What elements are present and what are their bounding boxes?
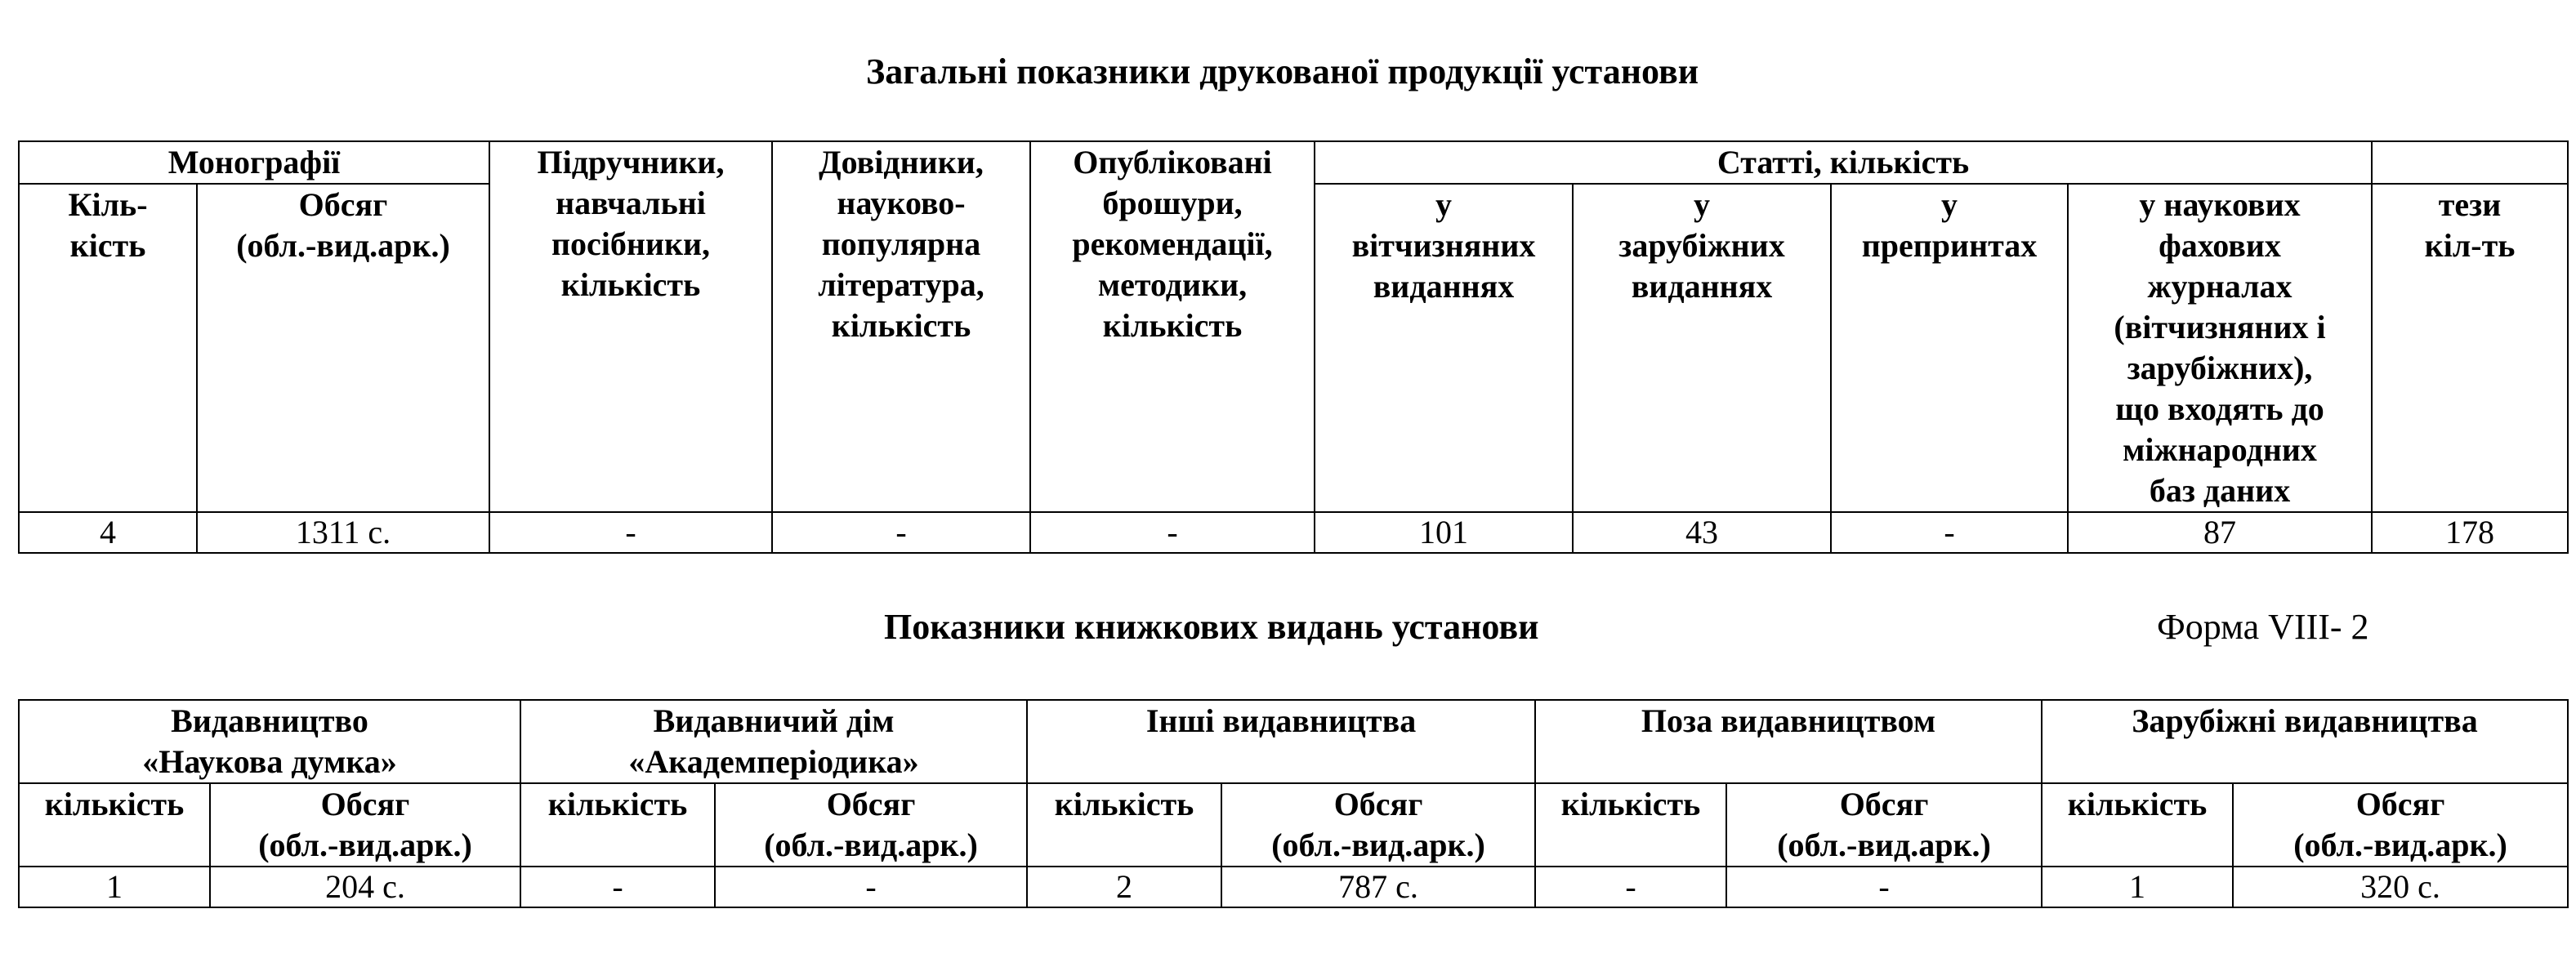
table-row [19,867,2568,907]
domestic-articles-value: 101 [1315,512,1573,553]
book-publications-table [18,699,2569,908]
publisher-foreign-text: Зарубіжні видавництва [2132,702,2478,739]
volume-header-text: Обсяг (обл.-вид.арк.) [1271,786,1485,863]
reference-books-header [772,141,1030,512]
monographs-count-header [19,184,197,512]
monographs-volume-value: 1311 с. [197,512,489,553]
monographs-group-header: Монографії [19,141,489,184]
preprints-header-text: у препринтах [1861,186,2038,264]
intl-journals-header-text: у наукових фахових журналах (вітчизняних і зарубіжних), що входять до міжнародних баз даних [2114,186,2326,509]
textbooks-value: - [489,512,772,553]
intl-journals-header [2068,184,2372,512]
count-header: кількість [520,783,715,867]
monographs-count-value: 4 [19,512,197,553]
publisher-naukova-dumka-text: Видавництво «Наукова думка» [142,702,397,780]
foreign-articles-header-text: у зарубіжних виданнях [1618,186,1785,305]
domestic-articles-header-text: у вітчизняних виданнях [1351,186,1536,305]
no-publisher-volume: - [1726,867,2042,907]
theses-value: 178 [2372,512,2568,553]
count-header: кількість [1535,783,1726,867]
publisher-foreign-header [2042,700,2568,783]
brochures-header [1030,141,1315,512]
foreign-publishers-count: 1 [2042,867,2233,907]
foreign-articles-value: 43 [1573,512,1831,553]
volume-header [1221,783,1535,867]
textbooks-header [489,141,772,512]
textbooks-header-text: Підручники, навчальні посібники, кількість [537,144,725,303]
table2-title: Показники книжкових видань установи [884,607,1539,647]
volume-header-text: Обсяг (обл.-вид.арк.) [764,786,978,863]
table1-title: Загальні показники друкованої продукції установи [866,51,1699,91]
articles-group-header: Статті, кількість [1315,141,2372,184]
publisher-naukova-dumka-header [19,700,520,783]
brochures-header-text: Опубліковані брошури, рекомендації, методики, кількість [1072,144,1273,344]
intl-journals-value: 87 [2068,512,2372,553]
akademperiodyka-count: - [520,867,715,907]
volume-header-text: Обсяг (обл.-вид.арк.) [2293,786,2507,863]
other-publishers-count: 2 [1027,867,1221,907]
publisher-akademperiodyka-text: Видавничий дім «Академперіодика» [628,702,919,780]
volume-header [2233,783,2568,867]
count-header: кількість [2042,783,2233,867]
foreign-publishers-volume: 320 с. [2233,867,2568,907]
domestic-articles-header [1315,184,1573,512]
monographs-volume-header-text: Обсяг (обл.-вид.арк.) [236,186,450,264]
publisher-other-header [1027,700,1535,783]
akademperiodyka-volume: - [715,867,1027,907]
table-row [19,512,2568,553]
volume-header-text: Обсяг (обл.-вид.арк.) [258,786,472,863]
form-label: Форма VIII- 2 [2157,607,2369,647]
count-header: кількість [19,783,210,867]
theses-header [2372,184,2568,512]
foreign-articles-header [1573,184,1831,512]
reference-books-header-text: Довідники, науково- популярна література, кількість [818,144,984,344]
theses-header-text: тези кіл-ть [2424,186,2516,264]
preprints-header [1831,184,2068,512]
publisher-akademperiodyka-header [520,700,1027,783]
volume-header [210,783,520,867]
monographs-count-header-text: Кіль- кість [68,186,148,264]
volume-header [1726,783,2042,867]
reference-books-value: - [772,512,1030,553]
volume-header [715,783,1027,867]
publisher-other-text: Інші видавництва [1145,702,1417,739]
monographs-volume-header [197,184,489,512]
other-publishers-volume: 787 с. [1221,867,1535,907]
naukova-dumka-volume: 204 с. [210,867,520,907]
brochures-value: - [1030,512,1315,553]
theses-group-header [2372,141,2568,184]
publisher-none-header [1535,700,2042,783]
count-header: кількість [1027,783,1221,867]
preprints-value: - [1831,512,2068,553]
publisher-none-text: Поза видавництвом [1641,702,1936,739]
no-publisher-count: - [1535,867,1726,907]
print-output-table [18,140,2569,554]
volume-header-text: Обсяг (обл.-вид.арк.) [1777,786,1991,863]
naukova-dumka-count: 1 [19,867,210,907]
